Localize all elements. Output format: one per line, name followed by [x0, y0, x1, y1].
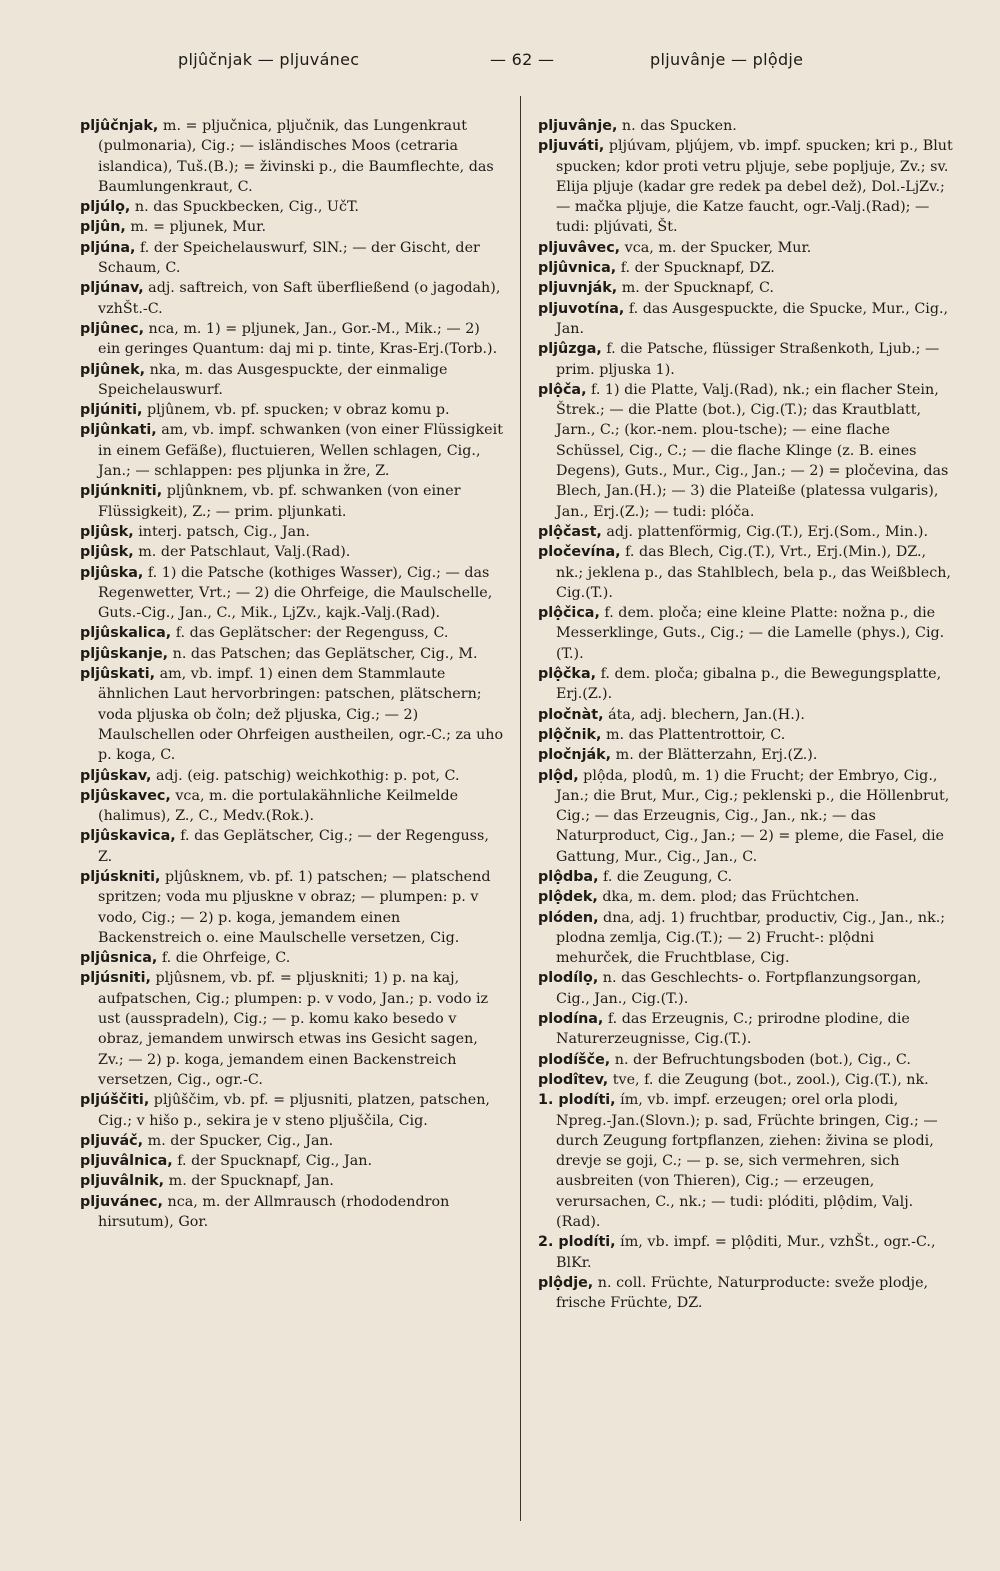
column-divider: [520, 96, 521, 1521]
dictionary-entry: [80, 420, 505, 481]
entry-headword: pljûnek,: [80, 361, 146, 378]
entry-definition: vca, m. die portulakähnliche Keilmelde (halimus), Z., C., Medv.(Rok.).: [98, 787, 459, 825]
entry-definition: ím, vb. impf. erzeugen; orel orla plodi, Npreg.-Jan.(Slovn.); p. sad, Früchte bringen, Cig.; — durch Zeugung fortpflanzen, ziehen: živina se plodi, drevje se goji, C.; — p. se, sich vermehren, sich ausbreiten (von Thieren), Cig.; — erzeugen, verursachen, C., nk.; — tudi: plóditi, plộdim, Valj.(Rad).: [556, 1092, 938, 1231]
entry-headword: plodína,: [538, 1011, 604, 1028]
dictionary-entry: [80, 197, 505, 217]
entry-definition: am, vb. impf. schwanken (von einer Flüssigkeit in einem Gefäße), fluctuieren, Wellen schlagen, Cig., Jan.; — schlappen: pes pljunka in žre, Z.: [98, 422, 503, 480]
entry-definition: f. dem. ploča; gibalna p., die Bewegungsplatte, Erj.(Z.).: [556, 666, 942, 703]
entry-definition: adj. plattenförmig, Cig.(T.), Erj.(Som., Min.).: [601, 523, 929, 540]
entry-definition: m. der Spucknapf, C.: [617, 280, 774, 297]
dictionary-entry: [80, 786, 505, 827]
dictionary-entry: [538, 339, 953, 380]
entry-headword: pljuvotína,: [538, 300, 625, 317]
entry-headword: pljuvnják,: [538, 280, 618, 297]
entry-definition: áta, adj. blechern, Jan.(H.).: [603, 706, 805, 723]
entry-definition: pljûsnem, vb. pf. = pljuskniti; 1) p. na kaj, aufpatschen, Cig.; plumpen: p. v vodo, Jan.; p. vodo iz ust (ausspradeln), Cig.; — p. komu kako besedo v obraz, jemandem unwirsch etwas ins Gesicht sagen, Zv.; — 2) p. koga, jemandem einen Backenstreich versetzen, Cig., ogr.-C.: [98, 970, 489, 1088]
entry-definition: n. der Befruchtungsboden (bot.), Cig., C.: [610, 1051, 911, 1068]
dictionary-entry: [80, 644, 505, 664]
dictionary-entry: [80, 968, 505, 1090]
dictionary-entry: [80, 217, 505, 237]
dictionary-entry: [80, 238, 505, 279]
dictionary-entry: [80, 563, 505, 624]
entry-headword: plộčka,: [538, 666, 597, 683]
dictionary-entry: [538, 1273, 953, 1314]
entry-definition: m. = pljučnica, pljučnik, das Lungenkraut (pulmonaria), Cig.; — isländisches Moos (cetraria islandica), Tuš.(B.); = živinski p., die Baumflechte, das Baumlungenkraut, C.: [98, 118, 494, 195]
dictionary-entry: [80, 542, 505, 562]
entry-headword: pljûskati,: [80, 666, 156, 683]
entry-headword: pljuvâlnica,: [80, 1153, 173, 1170]
entry-headword: plodîtev,: [538, 1071, 609, 1088]
dictionary-entry: [538, 705, 953, 725]
entry-definition: n. das Patschen; das Geplätscher, Cig., M.: [168, 645, 478, 662]
page-header: [90, 50, 840, 76]
dictionary-entry: [538, 908, 953, 969]
entry-headword: pljúlọ,: [80, 199, 131, 216]
dictionary-entry: [80, 1151, 505, 1171]
dictionary-entry: [538, 1009, 953, 1050]
header-left-guideword: pljûčnjak — pljuvánec: [178, 50, 360, 69]
entry-headword: pločnják,: [538, 747, 612, 764]
entry-definition: f. das Geplätscher, Cig.; — der Regenguss, Z.: [98, 828, 489, 865]
dictionary-entry: [80, 522, 505, 542]
entry-headword: pljuvâvec,: [538, 239, 621, 256]
entry-definition: pljûščim, vb. pf. = pljusniti, platzen, patschen, Cig.; v hišo p., sekira je v steno pljuščila, Cig.: [98, 1092, 490, 1129]
entry-definition: m. = pljunek, Mur.: [125, 219, 266, 236]
entry-definition: am, vb. impf. 1) einen dem Stammlaute ähnlichen Laut hervorbringen: patschen, plätschern; voda pljuska ob čoln; dež pljuska, Cig.; — 2) Maulschellen oder Ohrfeigen austheilen, ogr.-C.; za uho p. koga, C.: [98, 666, 504, 764]
dictionary-entry: [80, 116, 505, 197]
entry-definition: f. die Ohrfeige, C.: [157, 950, 291, 967]
entry-headword: plodíšče,: [538, 1051, 611, 1068]
entry-headword: pljûsk,: [80, 544, 134, 561]
entry-headword: pljúščiti,: [80, 1092, 150, 1109]
dictionary-entry: [538, 522, 953, 542]
dictionary-entry: [538, 238, 953, 258]
entry-headword: 2. plodíti,: [538, 1234, 616, 1251]
entry-definition: n. das Spucken.: [617, 118, 737, 134]
entry-definition: m. der Spucknapf, Jan.: [164, 1173, 334, 1190]
entry-headword: pljúskniti,: [80, 868, 161, 885]
dictionary-entry: [538, 1232, 953, 1273]
dictionary-entry: [80, 1192, 505, 1233]
entry-definition: m. der Patschlaut, Valj.(Rad).: [133, 544, 351, 561]
dictionary-entry: [538, 299, 953, 340]
dictionary-entry: [538, 380, 953, 522]
dictionary-entry: [80, 867, 505, 948]
entry-headword: plộd,: [538, 767, 579, 784]
entry-definition: plộda, plodû, m. 1) die Frucht; der Embryo, Cig., Jan.; die Brut, Mur., Cig.; peklenski p., die Höllenbrut, Cig.; — das Erzeugnis, Cig., Jan., nk.; — das Naturproduct, Cig., Jan.; — 2) = pleme, die Fasel, die Gattung, Mur., Cig., Jan., C.: [556, 767, 950, 865]
entry-headword: plodílọ,: [538, 970, 599, 987]
dictionary-entry: [80, 948, 505, 968]
entry-definition: f. das Erzeugnis, C.; prirodne plodine, die Naturerzeugnisse, Cig.(T.).: [556, 1011, 910, 1048]
entry-headword: pljûskanje,: [80, 645, 169, 662]
entry-definition: f. 1) die Platte, Valj.(Rad), nk.; ein flacher Stein, Štrek.; — die Platte (bot.), Cig.(T.); das Krautblatt, Jarn., C.; (kor.-nem. plou-tsche); — eine flache Schüssel, Cig., C.; — die flache Klinge (z. B. eines Degens), Guts., Mur., Cig., Jan.; — 2) = pločevina, das Blech, Jan.(H.); — 3) die Plateiße (platessa vulgaris), Jan., Erj.(Z.); — tudi: plóča.: [556, 381, 949, 520]
entry-headword: plộdje,: [538, 1274, 594, 1291]
header-right-guideword: pljuvânje — plộdje: [650, 50, 804, 69]
dictionary-entry: [538, 867, 953, 887]
dictionary-entry: [80, 481, 505, 522]
entry-headword: pljûskav,: [80, 767, 152, 784]
entry-definition: f. der Speichelauswurf, SlN.; — der Gischt, der Schaum, C.: [98, 239, 480, 277]
entry-headword: pljûska,: [80, 564, 144, 581]
left-column: [80, 116, 505, 1232]
entry-definition: adj. (eig. patschig) weichkothig: p. pot, C.: [151, 767, 460, 784]
dictionary-entry: [538, 968, 953, 1009]
entry-headword: pljûskalica,: [80, 625, 172, 642]
entry-definition: f. die Patsche, flüssiger Straßenkoth, Ljub.; — prim. pljuska 1).: [556, 341, 940, 378]
dictionary-entry: [80, 826, 505, 867]
entry-headword: pljuváti,: [538, 138, 605, 155]
dictionary-entry: [538, 766, 953, 867]
dictionary-entry: [80, 278, 505, 319]
entry-definition: tve, f. die Zeugung (bot., zool.), Cig.(T.), nk.: [608, 1071, 929, 1088]
page-number: — 62 —: [490, 50, 555, 69]
entry-headword: pločnàt,: [538, 706, 604, 723]
entry-definition: f. das Blech, Cig.(T.), Vrt., Erj.(Min.), DZ., nk.; jeklena p., das Stahlblech, bela p., das Weißblech, Cig.(T.).: [556, 544, 951, 601]
entry-definition: m. der Spucker, Cig., Jan.: [143, 1132, 334, 1149]
dictionary-entry: [538, 664, 953, 705]
dictionary-entry: [538, 603, 953, 664]
entry-headword: pljúna,: [80, 239, 136, 256]
dictionary-entry: [538, 887, 953, 907]
right-column: [538, 116, 953, 1314]
entry-definition: interj. patsch, Cig., Jan.: [133, 523, 310, 540]
entry-headword: pljûnkati,: [80, 422, 157, 439]
entry-headword: plộčast,: [538, 523, 602, 540]
entry-headword: pljuvánec,: [80, 1193, 163, 1210]
entry-definition: f. der Spucknapf, DZ.: [616, 260, 775, 277]
dictionary-entry: [538, 542, 953, 603]
entry-definition: m. das Plattentrottoir, C.: [601, 726, 786, 743]
entry-definition: nca, m. der Allmrausch (rhododendron hirsutum), Gor.: [98, 1193, 450, 1231]
entry-headword: pljûskavica,: [80, 828, 176, 845]
entry-definition: f. der Spucknapf, Cig., Jan.: [172, 1153, 373, 1170]
entry-definition: f. das Geplätscher: der Regenguss, C.: [171, 625, 449, 642]
entry-definition: n. das Geschlechts- o. Fortpflanzungsorgan, Cig., Jan., Cig.(T.).: [556, 970, 922, 1007]
entry-definition: nka, m. das Ausgespuckte, der einmalige Speichelauswurf.: [98, 361, 448, 398]
entry-headword: plộča,: [538, 381, 587, 398]
entry-definition: f. die Zeugung, C.: [598, 868, 733, 885]
entry-definition: dna, adj. 1) fruchtbar, productiv, Cig., Jan., nk.; plodna zemlja, Cig.(T.); — 2) Frucht-: plộdni mehurček, die Fruchtblase, Cig.: [556, 909, 946, 967]
dictionary-entry: [80, 400, 505, 420]
entry-definition: adj. saftreich, von Saft überfließend (o jagodah), vzhŠt.-C.: [98, 280, 501, 317]
entry-headword: pljûsk,: [80, 523, 134, 540]
dictionary-entry: [80, 1090, 505, 1131]
dictionary-entry: [80, 623, 505, 643]
dictionary-entry: [538, 136, 953, 237]
dictionary-entry: [538, 1090, 953, 1232]
dictionary-entry: [538, 258, 953, 278]
entry-headword: pljûvnica,: [538, 260, 617, 277]
dictionary-entry: [538, 1050, 953, 1070]
entry-definition: n. coll. Früchte, Naturproducte: sveže plodje, frische Früchte, DZ.: [556, 1274, 929, 1312]
entry-definition: dka, m. dem. plod; das Früchtchen.: [597, 889, 860, 906]
entry-headword: pljúnav,: [80, 280, 144, 297]
entry-definition: pljûnem, vb. pf. spucken; v obraz komu p.: [142, 402, 450, 419]
entry-definition: pljúvam, pljújem, vb. impf. spucken; kri p., Blut spucken; kdor proti vetru pljuje, sebe popljuje, Zv.; sv. Elija pljuje (kadar gre redek pa debel dež), Dol.-LjZv.; — mačka pljuje, die Katze faucht, ogr.-Valj.(Rad); — tudi: pljúvati, Št.: [556, 138, 953, 236]
entry-headword: pljúnkniti,: [80, 483, 163, 500]
entry-headword: pljuváč,: [80, 1132, 144, 1149]
entry-headword: pljúniti,: [80, 402, 143, 419]
dictionary-entry: [538, 1070, 953, 1090]
entry-definition: f. 1) die Patsche (kothiges Wasser), Cig.; — das Regenwetter, Vrt.; — 2) die Ohrfeige, die Maulschelle, Guts.-Cig., Jan., C., Mik., LjZv., kajk.-Valj.(Rad).: [98, 564, 493, 622]
entry-headword: plộdba,: [538, 868, 599, 885]
entry-headword: 1. plodíti,: [538, 1092, 616, 1109]
dictionary-entry: [80, 1171, 505, 1191]
entry-headword: plộčica,: [538, 605, 600, 622]
entry-definition: f. das Ausgespuckte, die Spucke, Mur., Cig., Jan.: [556, 300, 949, 337]
entry-headword: pljuvânje,: [538, 118, 618, 134]
dictionary-entry: [538, 745, 953, 765]
entry-definition: ím, vb. impf. = plộditi, Mur., vzhŠt., ogr.-C., BlKr.: [556, 1234, 936, 1271]
entry-headword: pljuvâlnik,: [80, 1173, 165, 1190]
entry-headword: pljûsnica,: [80, 950, 158, 967]
dictionary-entry: [80, 319, 505, 360]
entry-headword: plóden,: [538, 909, 599, 926]
entry-headword: pljûnec,: [80, 320, 144, 337]
entry-definition: pljûnknem, vb. pf. schwanken (von einer Flüssigkeit), Z.; — prim. pljunkati.: [98, 483, 461, 520]
dictionary-entry: [80, 664, 505, 765]
dictionary-entry: [80, 360, 505, 401]
entry-definition: vca, m. der Spucker, Mur.: [620, 239, 812, 256]
entry-headword: plộdek,: [538, 889, 598, 906]
entry-headword: plộčnik,: [538, 726, 602, 743]
dictionary-entry: [80, 1131, 505, 1151]
entry-definition: n. das Spuckbecken, Cig., UčT.: [130, 199, 359, 216]
entry-headword: pljûčnjak,: [80, 118, 159, 134]
dictionary-entry: [538, 278, 953, 298]
entry-definition: nca, m. 1) = pljunek, Jan., Gor.-M., Mik.; — 2) ein geringes Quantum: daj mi p. tinte, Kras-Erj.(Torb.).: [98, 320, 498, 358]
entry-definition: f. dem. ploča; eine kleine Platte: nožna p., die Messerklinge, Guts., Cig.; — die Lamelle (phys.), Cig.(T.).: [556, 605, 945, 662]
dictionary-entry: [538, 116, 953, 136]
entry-definition: pljûsknem, vb. pf. 1) patschen; — platschend spritzen; voda mu pljuskne v obraz; — plumpen: p. v vodo, Cig.; — 2) p. koga, jemandem einen Backenstreich o. eine Maulschelle versetzen, Cig.: [98, 868, 491, 946]
entry-headword: pljûzga,: [538, 341, 602, 358]
dictionary-entry: [538, 725, 953, 745]
dictionary-entry: [80, 766, 505, 786]
entry-headword: pljúsniti,: [80, 970, 151, 987]
entry-headword: pljûn,: [80, 219, 126, 236]
entry-headword: pločevína,: [538, 544, 621, 561]
entry-headword: pljûskavec,: [80, 787, 171, 804]
entry-definition: m. der Blätterzahn, Erj.(Z.).: [611, 747, 818, 764]
